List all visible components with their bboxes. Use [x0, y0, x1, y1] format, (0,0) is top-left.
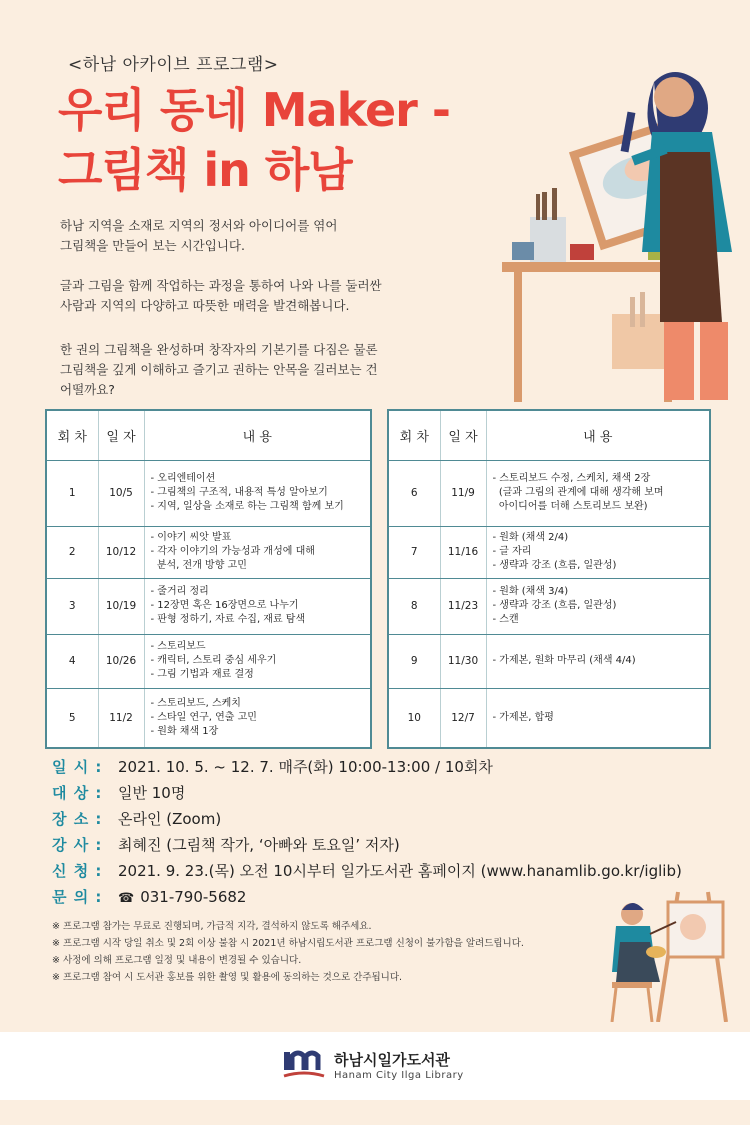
info-label: 대 상 :	[52, 784, 103, 802]
content-line: - 판형 정하기, 자료 수집, 재료 탐색	[150, 614, 306, 625]
info-label: 장 소 :	[52, 810, 103, 828]
content-line: - 스캔	[492, 614, 519, 625]
content-line: - 캐릭터, 스토리 중심 세우기	[150, 655, 277, 666]
date-cell: 11/30	[440, 634, 486, 688]
session-cell: 9	[388, 634, 440, 688]
content-line: - 가제본, 합평	[492, 711, 554, 723]
library-name-english: Hanam City Ilga Library	[334, 1070, 464, 1081]
note-line: ※ 프로그램 참가는 무료로 진행되며, 가급적 지각, 결석하지 않도록 해주세요.	[52, 921, 372, 932]
table-row	[46, 526, 371, 578]
content-line: - 생략과 강조 (흐름, 일관성)	[492, 600, 617, 611]
session-cell: 10	[388, 688, 440, 748]
program-subtitle: <하남 아카이브 프로그램>	[68, 55, 279, 75]
date-cell: 11/16	[440, 526, 486, 578]
content-line: - 줄거리 정리	[150, 586, 209, 597]
intro-line: 그림책을 만들어 보는 시간입니다.	[60, 238, 245, 253]
footer-band	[0, 1100, 750, 1125]
table-row	[46, 460, 371, 526]
intro-line: 한 권의 그림책을 완성하며 창작자의 기본기를 다짐은 물론	[60, 342, 378, 357]
table-row	[388, 634, 710, 688]
schedule-table-left	[45, 409, 372, 749]
table-row	[46, 578, 371, 634]
intro-line: 글과 그림을 함께 작업하는 과정을 통하여 나와 나를 둘러싼	[60, 278, 382, 293]
session-cell: 1	[46, 460, 98, 526]
library-logo	[282, 1048, 464, 1082]
content-line: - 그림책의 구조적, 내용적 특성 알아보기	[150, 487, 328, 498]
content-line: (글과 그림의 관계에 대해 생각해 보며	[492, 487, 664, 498]
content-cell	[144, 578, 371, 634]
date-cell: 10/5	[98, 460, 144, 526]
content-cell	[486, 526, 710, 578]
table-header-row	[46, 410, 371, 460]
content-line: - 스타일 연구, 연출 고민	[150, 711, 257, 723]
note-line: ※ 프로그램 시작 당일 취소 및 2회 이상 불참 시 2021년 하남시립도서관 프로그램 신청이 불가함을 알려드립니다.	[52, 938, 524, 949]
table-header-row	[388, 410, 710, 460]
content-line: - 스토리보드, 스케치	[150, 697, 241, 709]
content-cell	[486, 634, 710, 688]
info-label: 신 청 :	[52, 862, 103, 880]
header-content: 내 용	[486, 410, 710, 460]
date-cell: 11/23	[440, 578, 486, 634]
content-line: 아이디어를 더해 스토리보드 보완)	[492, 501, 648, 512]
info-value: 온라인 (Zoom)	[118, 810, 222, 828]
info-row-application	[52, 860, 682, 886]
header-date: 일 자	[440, 410, 486, 460]
content-cell	[486, 460, 710, 526]
content-line: - 이야기 씨앗 발표	[150, 532, 232, 543]
title-line-2: 그림책 in 하남	[58, 143, 352, 197]
header-session: 회 차	[388, 410, 440, 460]
intro-line: 그림책을 깊게 이해하고 즐기고 권하는 안목을 길러보는 건	[60, 362, 378, 377]
content-line: - 생략과 강조 (흐름, 일관성)	[492, 560, 617, 571]
content-line: - 스토리보드 수정, 스케치, 채색 2장	[492, 473, 651, 484]
content-line: - 가제본, 원화 마무리 (채색 4/4)	[492, 655, 636, 666]
content-line: - 글 자리	[492, 546, 532, 557]
intro-line: 사람과 지역의 다양하고 따뜻한 매력을 발견해봅니다.	[60, 298, 350, 313]
info-value: 2021. 10. 5. ~ 12. 7. 매주(화) 10:00-13:00 / 10회차	[118, 758, 493, 776]
header-date: 일 자	[98, 410, 144, 460]
library-logo-icon	[282, 1048, 326, 1082]
date-cell: 12/7	[440, 688, 486, 748]
content-line: 분석, 전개 방향 고민	[150, 560, 247, 571]
content-cell	[144, 688, 371, 748]
info-value: 일반 10명	[118, 784, 186, 802]
content-line: - 12장면 혹은 16장면으로 나누기	[150, 600, 299, 611]
info-label: 문 의 :	[52, 888, 103, 906]
table-row	[388, 460, 710, 526]
content-line: - 각자 이야기의 가능성과 개성에 대해	[150, 546, 315, 557]
date-cell: 11/9	[440, 460, 486, 526]
info-value: 2021. 9. 23.(목) 오전 10시부터 일가도서관 홈페이지 (www.hanamlib.go.kr/iglib)	[118, 862, 682, 880]
library-name-korean: 하남시일가도서관	[334, 1051, 450, 1069]
content-cell	[486, 578, 710, 634]
session-cell: 6	[388, 460, 440, 526]
content-cell	[486, 688, 710, 748]
content-line: - 원화 채색 1장	[150, 725, 219, 737]
note-line: ※ 프로그램 참여 시 도서관 홍보를 위한 촬영 및 활용에 동의하는 것으로 간주됩니다.	[52, 972, 403, 983]
date-cell: 10/26	[98, 634, 144, 688]
table-row	[388, 688, 710, 748]
intro-paragraph-3	[60, 340, 432, 400]
info-row-instructor	[52, 834, 682, 860]
content-line: - 지역, 일상을 소재로 하는 그림책 함께 보기	[150, 501, 344, 512]
info-row-time	[52, 756, 682, 782]
content-line: - 스토리보드	[150, 641, 206, 652]
session-cell: 3	[46, 578, 98, 634]
table-row	[46, 688, 371, 748]
table-row	[388, 578, 710, 634]
content-line: - 원화 (채색 3/4)	[492, 586, 569, 597]
intro-paragraph-1	[60, 216, 432, 256]
info-label: 강 사 :	[52, 836, 103, 854]
info-row-place	[52, 808, 682, 834]
session-cell: 4	[46, 634, 98, 688]
artist-illustration	[598, 882, 728, 1022]
title-line-1: 우리 동네 Maker -	[58, 83, 450, 137]
schedule-table-right	[387, 409, 711, 749]
library-name	[334, 1049, 464, 1081]
painter-illustration	[402, 52, 732, 402]
content-cell	[144, 634, 371, 688]
content-cell	[144, 460, 371, 526]
session-cell: 2	[46, 526, 98, 578]
content-cell	[144, 526, 371, 578]
content-line: - 오리엔테이션	[150, 473, 216, 484]
header-content: 내 용	[144, 410, 371, 460]
table-row	[46, 634, 371, 688]
intro-paragraph-2	[60, 276, 432, 316]
date-cell: 10/12	[98, 526, 144, 578]
session-cell: 8	[388, 578, 440, 634]
info-row-target	[52, 782, 682, 808]
info-value: 최혜진 (그림책 작가, ‘아빠와 토요일’ 저자)	[118, 836, 400, 854]
date-cell: 10/19	[98, 578, 144, 634]
session-cell: 7	[388, 526, 440, 578]
header-session: 회 차	[46, 410, 98, 460]
intro-line: 하남 지역을 소재로 지역의 정서와 아이디어를 엮어	[60, 218, 338, 233]
session-cell: 5	[46, 688, 98, 748]
page-title	[58, 80, 450, 200]
table-row	[388, 526, 710, 578]
phone-icon: ☎	[118, 891, 135, 906]
program-info	[52, 756, 682, 912]
phone-number: 031-790-5682	[140, 888, 247, 906]
contact-value	[118, 888, 246, 906]
note-line: ※ 사정에 의해 프로그램 일정 및 내용이 변경될 수 있습니다.	[52, 955, 302, 966]
info-row-contact	[52, 886, 682, 912]
notes	[52, 918, 524, 986]
intro-line: 어떨까요?	[60, 382, 115, 397]
date-cell: 11/2	[98, 688, 144, 748]
content-line: - 원화 (채색 2/4)	[492, 532, 569, 543]
content-line: - 그림 기법과 재료 결정	[150, 669, 254, 680]
info-label: 일 시 :	[52, 758, 103, 776]
